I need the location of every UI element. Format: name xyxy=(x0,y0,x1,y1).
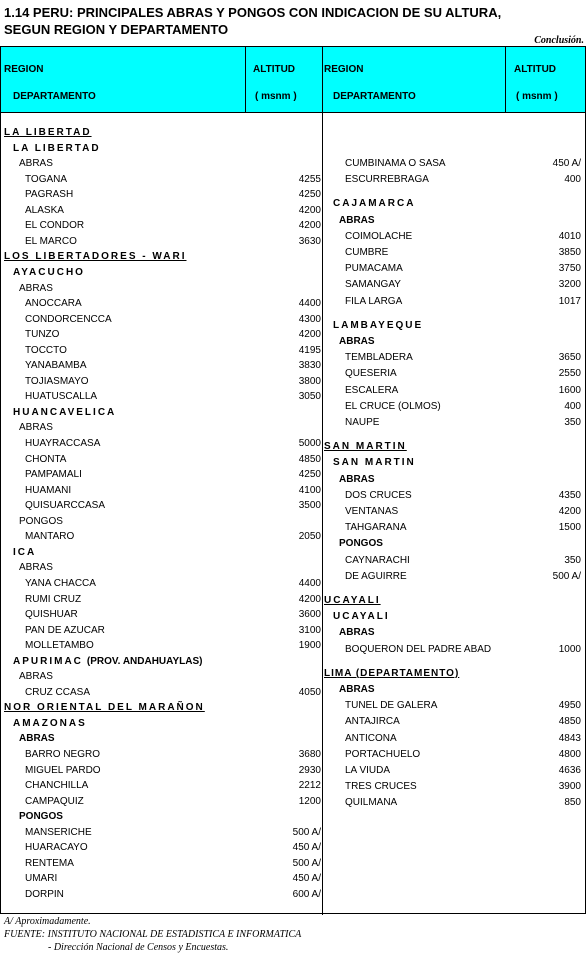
altitude-value: 4250 xyxy=(298,469,321,481)
category-label: ABRAS xyxy=(339,627,375,639)
conclusion-label: Conclusión. xyxy=(534,35,584,46)
pass-name: LA VIUDA xyxy=(345,765,391,776)
category-label: ABRAS xyxy=(19,282,53,294)
note-direction: - Dirección Nacional de Censos y Encuestas. xyxy=(48,942,229,953)
pass-name: TOCCTO xyxy=(25,344,67,356)
altitude-value: 2550 xyxy=(558,368,581,380)
altitude-value: 4200 xyxy=(558,506,581,517)
pass-name: CONDORCENCCA xyxy=(25,313,112,325)
region-heading: UCAYALI xyxy=(324,595,381,606)
note-source: FUENTE: INSTITUTO NACIONAL DE ESTADISTICA E INFORMATICA xyxy=(4,929,302,940)
altitude-value: 3630 xyxy=(298,235,321,247)
category-label: ABRAS xyxy=(339,684,375,695)
altitude-value: 400 xyxy=(564,400,581,412)
pass-name: CRUZ CCASA xyxy=(25,686,91,698)
altitude-value: 2050 xyxy=(298,531,321,543)
altitude-value: 3050 xyxy=(298,391,321,403)
altitude-value: 4800 xyxy=(558,748,581,760)
altitude-value: 450 A/ xyxy=(552,158,581,169)
department-heading: LA LIBERTAD xyxy=(13,142,101,154)
altitude-value: 3800 xyxy=(298,375,321,387)
pass-name: ANTAJIRCA xyxy=(345,716,400,728)
altitude-value: 1900 xyxy=(298,640,321,652)
altitude-value: 4350 xyxy=(558,489,581,501)
header-region-right: REGION xyxy=(324,64,364,75)
category-label: PONGOS xyxy=(339,538,383,550)
title-line-2: SEGUN REGION Y DEPARTAMENTO xyxy=(4,22,229,37)
altitude-value: 3500 xyxy=(298,500,321,512)
department-heading: SAN MARTIN xyxy=(333,457,416,469)
pass-name: RUMI CRUZ xyxy=(25,593,82,605)
pass-name: EL MARCO xyxy=(25,235,77,247)
altitude-value: 5000 xyxy=(298,438,321,449)
pass-name: CAYNARACHI xyxy=(345,554,410,566)
altitude-value: 4950 xyxy=(558,700,581,712)
department-heading: AYACUCHO xyxy=(13,266,85,278)
pass-name: CHANCHILLA xyxy=(25,780,89,792)
altitude-value: 4200 xyxy=(298,220,321,232)
altitude-value: 4200 xyxy=(298,329,321,341)
pass-name: DOS CRUCES xyxy=(345,489,412,501)
region-heading: LIMA (DEPARTAMENTO) xyxy=(324,667,460,679)
category-label: ABRAS xyxy=(19,158,53,170)
department-heading: AMAZONAS xyxy=(13,717,87,729)
altitude-value: 500 A/ xyxy=(292,857,321,869)
altitude-value: 3680 xyxy=(298,749,321,760)
divider-middle xyxy=(322,47,323,915)
altitude-value: 4636 xyxy=(558,765,581,776)
pass-name: HUAMANI xyxy=(25,484,72,496)
altitude-value: 3200 xyxy=(558,279,581,291)
altitude-value: 3850 xyxy=(558,247,581,258)
pass-name: TEMBLADERA xyxy=(345,352,413,364)
region-heading: NOR ORIENTAL DEL MARAÑON xyxy=(4,702,205,714)
altitude-value: 400 xyxy=(564,174,581,186)
altitude-value: 4843 xyxy=(558,732,581,744)
region-heading: LOS LIBERTADORES - WARI xyxy=(4,251,187,263)
pass-name: RENTEMA xyxy=(25,857,74,869)
pass-name: MOLLETAMBO xyxy=(25,640,94,652)
category-label: PONGOS xyxy=(19,811,63,823)
altitude-value: 4300 xyxy=(298,313,321,325)
header-region-left: REGION xyxy=(4,64,44,75)
header-msnm-left: ( msnm ) xyxy=(255,91,297,102)
header-altitud-right: ALTITUD xyxy=(514,64,557,75)
altitude-value: 600 A/ xyxy=(292,888,321,900)
pass-name: TAHGARANA xyxy=(345,522,407,534)
pass-name: SAMANGAY xyxy=(345,279,401,291)
pass-name: BARRO NEGRO xyxy=(25,749,101,760)
altitude-value: 4200 xyxy=(298,593,321,605)
altitude-value: 350 xyxy=(564,554,581,566)
pass-name: HUARACAYO xyxy=(25,842,88,854)
altitude-value: 4850 xyxy=(558,716,581,728)
pass-name: HUAYRACCASA xyxy=(25,438,101,449)
altitude-value: 1600 xyxy=(558,384,581,396)
category-label: PONGOS xyxy=(19,515,63,527)
altitude-value: 4850 xyxy=(298,453,321,465)
altitude-value: 450 A/ xyxy=(292,873,321,885)
altitude-value: 4255 xyxy=(298,173,321,185)
pass-name: CHONTA xyxy=(25,453,67,465)
category-label: ABRAS xyxy=(339,214,375,226)
pass-name: EL CONDOR xyxy=(25,220,85,232)
pass-name: ANTICONA xyxy=(345,732,397,744)
title-line-1: 1.14 PERU: PRINCIPALES ABRAS Y PONGOS CON INDICACION DE SU ALTURA, xyxy=(4,5,502,20)
altitude-value: 1017 xyxy=(558,295,581,307)
department-heading: HUANCAVELICA xyxy=(13,406,117,418)
pass-name: ESCALERA xyxy=(345,384,399,396)
category-label: ABRAS xyxy=(19,562,53,574)
region-heading: SAN MARTIN xyxy=(324,441,407,453)
pass-name: ESCURREBRAGA xyxy=(345,174,429,186)
divider-left-alt xyxy=(245,47,246,113)
pass-name: ALASKA xyxy=(25,204,64,216)
altitude-value: 3650 xyxy=(558,352,581,364)
pass-name: PUMACAMA xyxy=(345,263,403,275)
footnotes xyxy=(4,915,301,954)
category-label: ABRAS xyxy=(339,336,375,347)
pass-name: QUILMANA xyxy=(345,797,398,809)
data-table xyxy=(0,46,586,914)
pass-name: TUNEL DE GALERA xyxy=(345,700,438,712)
altitude-value: 2930 xyxy=(298,764,321,776)
pass-name: EL CRUCE (OLMOS) xyxy=(345,400,441,412)
pass-name: VENTANAS xyxy=(345,506,399,517)
altitude-value: 4250 xyxy=(298,189,321,201)
pass-name: CUMBINAMA O SASA xyxy=(345,158,446,169)
department-heading: LAMBAYEQUE xyxy=(333,319,424,331)
header-msnm-right: ( msnm ) xyxy=(516,91,558,102)
altitude-value: 1000 xyxy=(558,643,581,655)
pass-name: MANSERICHE xyxy=(25,826,92,838)
altitude-value: 1500 xyxy=(558,522,581,534)
pass-name: CAMPAQUIZ xyxy=(25,795,84,807)
pass-name: DE AGUIRRE xyxy=(345,570,407,582)
pass-name: TOGANA xyxy=(25,173,68,185)
altitude-value: 4010 xyxy=(558,230,581,242)
department-note: (PROV. ANDAHUAYLAS) xyxy=(86,655,203,667)
table-title xyxy=(4,4,501,38)
divider-right-alt xyxy=(505,47,506,113)
department-heading: ICA xyxy=(13,546,37,558)
altitude-value: 4195 xyxy=(298,344,321,356)
pass-name: DORPIN xyxy=(25,888,64,900)
pass-name: YANABAMBA xyxy=(25,360,87,372)
category-label: ABRAS xyxy=(339,473,375,485)
table-header xyxy=(1,47,585,113)
pass-name: MANTARO xyxy=(25,531,75,543)
altitude-value: 500 A/ xyxy=(292,826,321,838)
altitude-value: 4100 xyxy=(298,484,321,496)
category-label: ABRAS xyxy=(19,422,53,434)
pass-name: HUATUSCALLA xyxy=(25,391,98,403)
department-heading: CAJAMARCA xyxy=(333,198,416,210)
pass-name: PORTACHUELO xyxy=(345,748,421,760)
category-label: ABRAS xyxy=(19,733,55,745)
pass-name: TUNZO xyxy=(25,329,60,341)
altitude-value: 850 xyxy=(564,797,581,809)
region-heading: LA LIBERTAD xyxy=(4,127,92,138)
pass-name: PAGRASH xyxy=(25,189,74,201)
altitude-value: 3600 xyxy=(298,609,321,621)
pass-name: QUISUARCCASA xyxy=(25,500,106,512)
altitude-value: 4050 xyxy=(298,686,321,698)
altitude-value: 4400 xyxy=(298,577,321,589)
pass-name: FILA LARGA xyxy=(345,295,403,307)
altitude-value: 3750 xyxy=(558,263,581,275)
pass-name: UMARI xyxy=(25,873,58,885)
pass-name: PAMPAMALI xyxy=(25,469,82,481)
department-heading: APURIMAC (PROV. ANDAHUAYLAS) xyxy=(13,655,203,667)
header-departamento-right: DEPARTAMENTO xyxy=(333,91,416,102)
pass-name: NAUPE xyxy=(345,417,380,428)
header-altitud-left: ALTITUD xyxy=(253,64,296,75)
category-label: ABRAS xyxy=(19,671,53,683)
altitude-value: 2212 xyxy=(298,780,321,792)
altitude-value: 3830 xyxy=(298,360,321,372)
altitude-value: 350 xyxy=(564,417,581,428)
altitude-value: 4200 xyxy=(298,204,321,216)
pass-name: CUMBRE xyxy=(345,247,389,258)
altitude-value: 3100 xyxy=(298,624,321,636)
pass-name: ANOCCARA xyxy=(25,298,82,310)
header-departamento-left: DEPARTAMENTO xyxy=(13,91,96,102)
altitude-value: 4400 xyxy=(298,298,321,310)
pass-name: PAN DE AZUCAR xyxy=(25,624,105,636)
pass-name: YANA CHACCA xyxy=(25,577,96,589)
note-approx: A/ Aproximadamente. xyxy=(4,916,91,927)
altitude-value: 1200 xyxy=(298,795,321,807)
pass-name: COIMOLACHE xyxy=(345,230,413,242)
department-heading: UCAYALI xyxy=(333,611,390,623)
pass-name: MIGUEL PARDO xyxy=(25,764,101,776)
altitude-value: 500 A/ xyxy=(552,570,581,582)
altitude-value: 450 A/ xyxy=(292,842,321,854)
altitude-value: 3900 xyxy=(558,781,581,793)
pass-name: QUESERIA xyxy=(345,368,397,380)
pass-name: QUISHUAR xyxy=(25,609,78,621)
pass-name: TOJIASMAYO xyxy=(25,375,89,387)
pass-name: BOQUERON DEL PADRE ABAD xyxy=(345,643,492,655)
pass-name: TRES CRUCES xyxy=(345,781,417,793)
